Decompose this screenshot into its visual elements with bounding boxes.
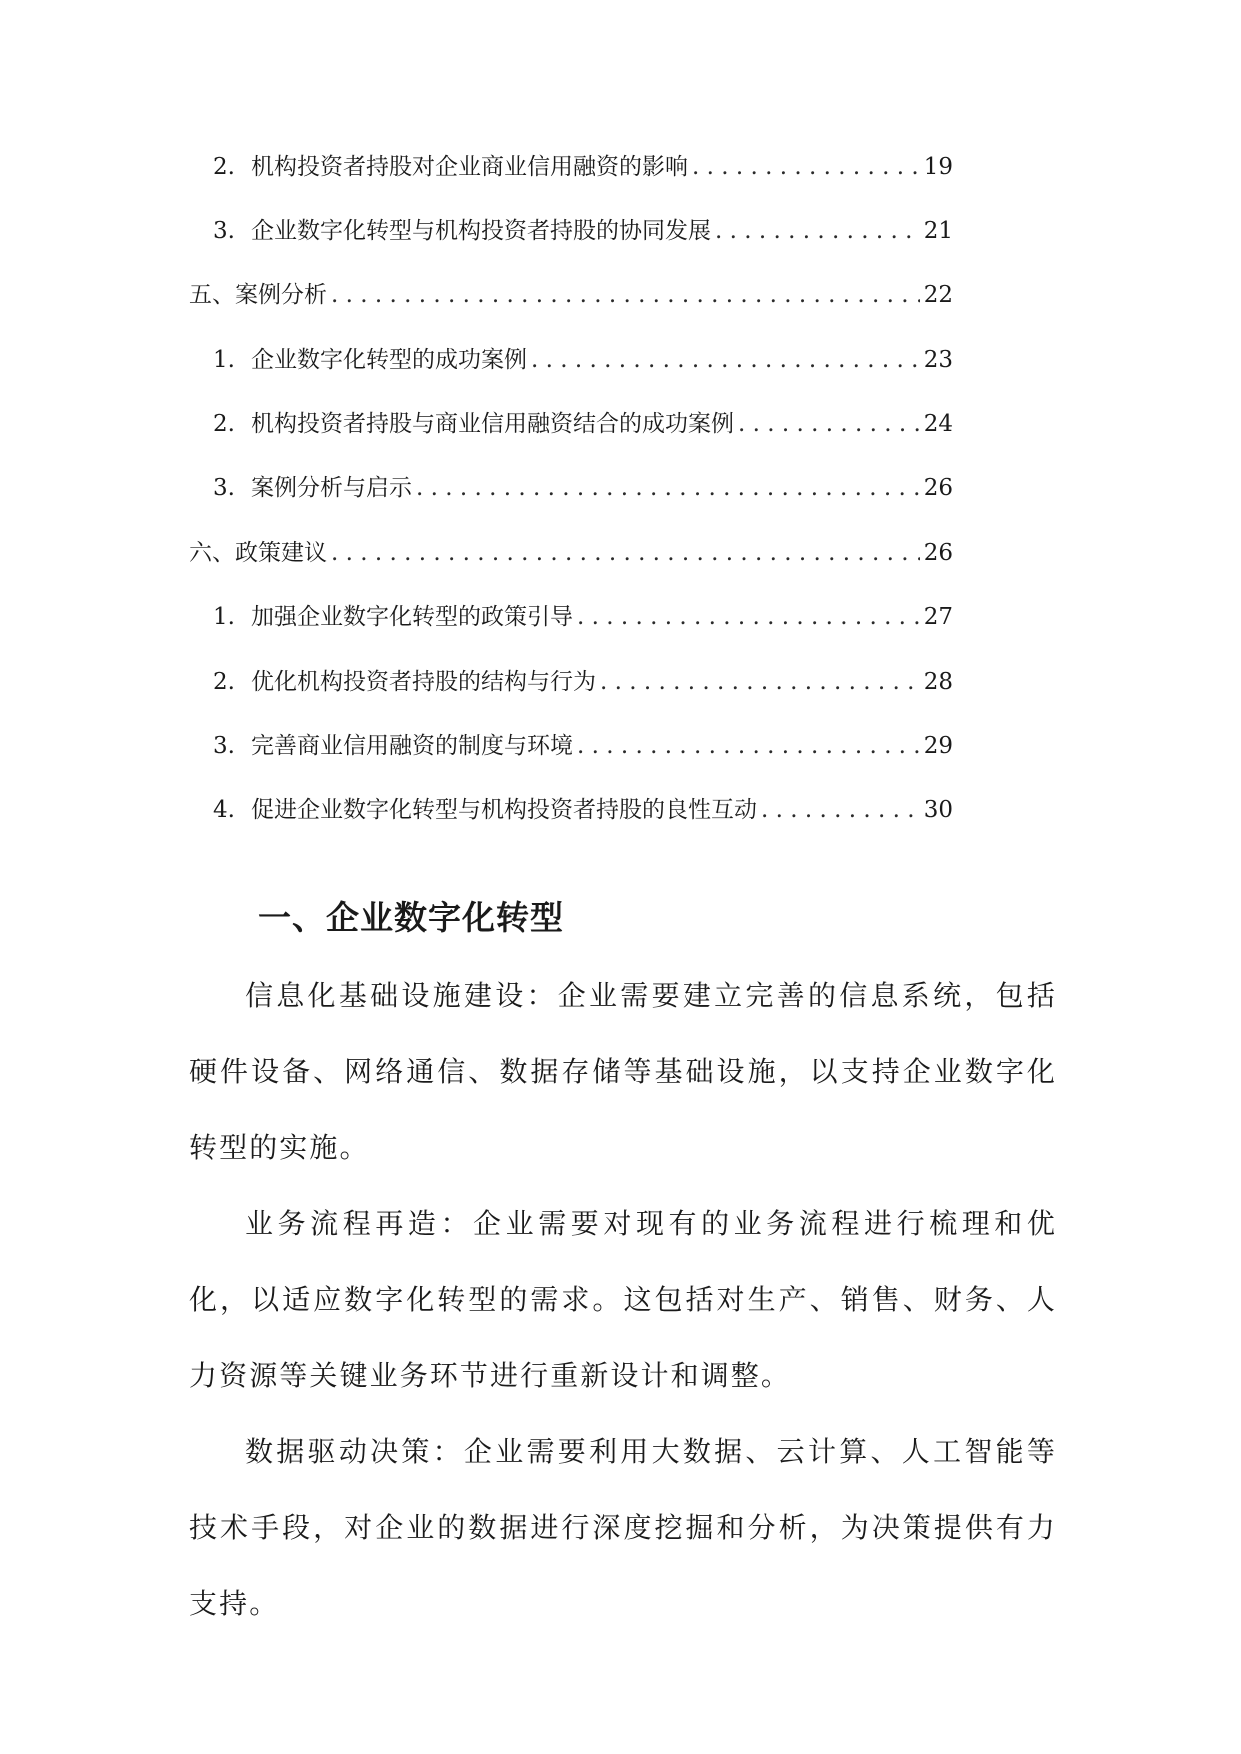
toc-section-page: 26	[923, 540, 953, 566]
toc-entry-title: 企业数字化转型的成功案例	[251, 347, 527, 373]
toc-entry-number: 2.	[213, 154, 235, 180]
toc-entry-title: 促进企业数字化转型与机构投资者持股的良性互动	[251, 797, 757, 823]
toc-entry-title: 企业数字化转型与机构投资者持股的协同发展	[251, 218, 711, 244]
toc-entry[interactable]	[213, 214, 953, 248]
toc-entry-page: 28	[923, 669, 953, 695]
toc-leader-dots	[738, 407, 920, 441]
toc-entry-title: 机构投资者持股与商业信用融资结合的成功案例	[251, 411, 734, 437]
toc-leader-dots	[577, 729, 920, 763]
toc-leader-dots	[715, 214, 920, 248]
toc-entry-page: 27	[923, 604, 953, 630]
toc-entry[interactable]	[213, 600, 953, 634]
toc-entry[interactable]	[213, 793, 953, 827]
toc-entry[interactable]	[213, 150, 953, 184]
toc-entry-number: 1.	[213, 604, 235, 630]
toc-entry-title: 优化机构投资者持股的结构与行为	[251, 669, 596, 695]
toc-leader-dots	[416, 471, 920, 505]
toc-leader-dots	[692, 150, 920, 184]
chapter-heading: 一、企业数字化转型	[258, 898, 564, 937]
toc-entry[interactable]	[213, 471, 953, 505]
toc-leader-dots	[531, 343, 920, 377]
toc-entry-number: 2.	[213, 411, 235, 437]
toc-leader-dots	[331, 278, 920, 312]
body-paragraph: 业务流程再造：企业需要对现有的业务流程进行梳理和优化，以适应数字化转型的需求。这包括对生产、销售、财务、人力资源等关键业务环节进行重新设计和调整。	[189, 1207, 1057, 1392]
body-paragraph: 信息化基础设施建设：企业需要建立完善的信息系统，包括硬件设备、网络通信、数据存储等基础设施，以支持企业数字化转型的实施。	[189, 979, 1057, 1164]
toc-entry-number: 1.	[213, 347, 235, 373]
toc-entry-page: 29	[923, 733, 953, 759]
toc-entry-page: 23	[923, 347, 953, 373]
toc-leader-dots	[761, 793, 920, 827]
toc-entry[interactable]	[213, 407, 953, 441]
toc-entry-title: 加强企业数字化转型的政策引导	[251, 604, 573, 630]
toc-entry-number: 4.	[213, 797, 235, 823]
toc-entry[interactable]	[213, 343, 953, 377]
toc-entry-number: 3.	[213, 475, 235, 501]
toc-section-page: 22	[923, 282, 953, 308]
toc-leader-dots	[600, 665, 920, 699]
toc-entry-title: 机构投资者持股对企业商业信用融资的影响	[251, 154, 688, 180]
toc-leader-dots	[577, 600, 920, 634]
toc-entry-page: 21	[923, 218, 953, 244]
toc-entry-number: 3.	[213, 733, 235, 759]
toc-entry[interactable]	[213, 665, 953, 699]
toc-section-entry[interactable]	[189, 278, 953, 312]
toc-entry-number: 2.	[213, 669, 235, 695]
toc-entry-page: 26	[923, 475, 953, 501]
toc-leader-dots	[331, 536, 920, 570]
toc-section-entry[interactable]	[189, 536, 953, 570]
toc-entry[interactable]	[213, 729, 953, 763]
toc-section-title: 六、政策建议	[189, 540, 327, 566]
toc-entry-page: 30	[923, 797, 953, 823]
toc-entry-title: 完善商业信用融资的制度与环境	[251, 733, 573, 759]
body-paragraph: 数据驱动决策：企业需要利用大数据、云计算、人工智能等技术手段，对企业的数据进行深度挖掘和分析，为决策提供有力支持。	[189, 1435, 1057, 1620]
toc-entry-page: 24	[923, 411, 953, 437]
toc-section-title: 五、案例分析	[189, 282, 327, 308]
toc-entry-number: 3.	[213, 218, 235, 244]
toc-entry-title: 案例分析与启示	[251, 475, 412, 501]
toc-entry-page: 19	[923, 154, 953, 180]
